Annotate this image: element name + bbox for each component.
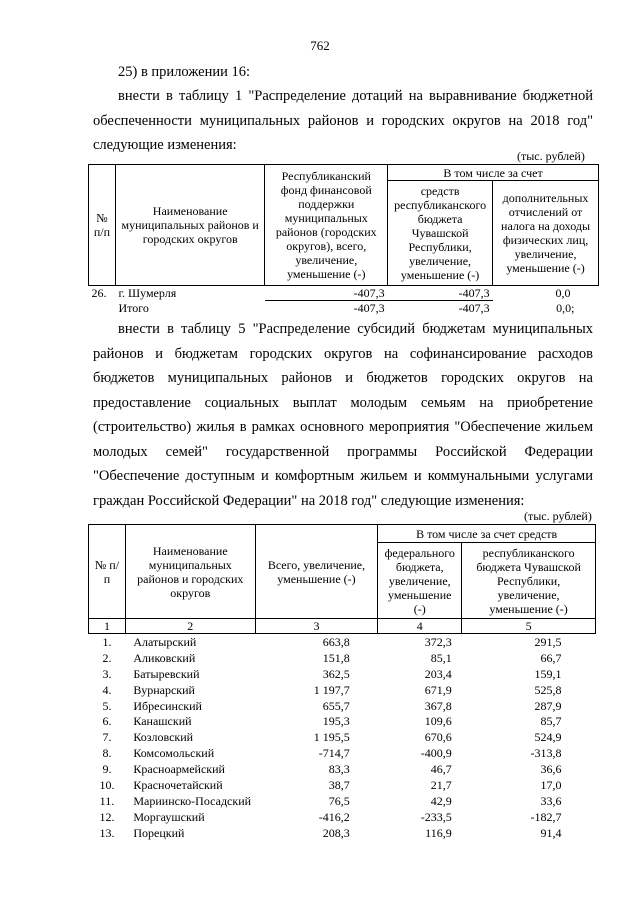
table-row	[89, 793, 596, 809]
table2	[88, 524, 596, 841]
table-row	[89, 634, 596, 650]
table-row	[89, 301, 599, 316]
t1-header-group: В том числе за счет	[388, 165, 599, 181]
t2-row-num: 10.	[99, 777, 115, 792]
table-row	[89, 777, 596, 793]
t2-row-num: 5.	[102, 698, 112, 713]
t2-row-num: 12.	[99, 809, 115, 824]
t2-row-federal: 372,3	[424, 634, 452, 649]
table-row	[89, 729, 596, 745]
t1-row-s2: 0,0	[555, 286, 571, 301]
t2-row-num: 1.	[102, 634, 112, 649]
t2-row-name: Канашский	[133, 714, 192, 729]
t2-colnum-3: 3	[255, 619, 378, 634]
t2-row-republic: -182,7	[530, 809, 562, 824]
t2-row-federal: -233,5	[420, 809, 452, 824]
t2-header-name: Наименование муниципальных районов и городских округов	[125, 525, 255, 619]
t2-header-sub2: республиканского бюджета Чувашской Республики, увеличение, уменьшение (-)	[462, 543, 596, 619]
t2-row-num: 8.	[102, 746, 112, 761]
t1-header-sub2: дополнительных отчислений от налога на доходы физических лиц, увеличение, уменьшение (-)	[493, 181, 599, 286]
t2-header-sub1: федерального бюджета, увеличение, уменьшение (-)	[378, 543, 462, 619]
intro-item: 25) в приложении 16:	[118, 64, 251, 80]
table2-units: (тыс. рублей)	[524, 509, 592, 523]
t2-row-num: 6.	[102, 714, 112, 729]
t1-row-total: -407,3	[353, 301, 385, 315]
paragraph-2: внести в таблицу 5 "Распределение субсидий бюджетам муниципальных районов и бюджетам городских округов на софинансирование расходов бюджетов муниципальных районов и бюджетов городских округов на предоставление социальных выплат молодым семьям на приобретение (строительство) жилья в рамках основного мероприятия "Обеспечение жильем молодых семей" государственной программы Российской Федерации "Обеспечение доступным и комфортным жильем и коммунальными услугами граждан Российской Федерации" на 2018 год" следующие изменения:	[93, 321, 593, 509]
t2-colnum-1: 1	[89, 619, 126, 634]
t1-row-s1: -407,3	[458, 301, 490, 315]
table-row	[89, 286, 599, 301]
t2-row-name: Ибресинский	[133, 698, 202, 713]
t2-row-republic: 287,9	[534, 698, 562, 713]
page-number: 762	[310, 38, 330, 53]
t2-row-federal: 670,6	[424, 730, 452, 745]
t2-row-republic: 91,4	[540, 825, 562, 840]
t2-row-num: 13.	[99, 825, 115, 840]
t2-row-total: -714,7	[318, 746, 350, 761]
t2-row-federal: 203,4	[424, 666, 452, 681]
t2-row-federal: 367,8	[424, 698, 452, 713]
t2-row-federal: 42,9	[430, 793, 452, 808]
table1	[88, 164, 599, 315]
t2-row-name: Моргаушский	[133, 809, 205, 824]
t1-row-s2: 0,0;	[556, 300, 575, 315]
t2-row-total: 76,5	[328, 793, 350, 808]
t1-row-name: г. Шумерля	[118, 286, 177, 301]
t2-row-republic: 159,1	[534, 666, 562, 681]
table-row	[89, 761, 596, 777]
t2-row-name: Батыревский	[133, 666, 200, 681]
t2-row-republic: 524,9	[534, 730, 562, 745]
t2-row-num: 4.	[102, 682, 112, 697]
t2-row-name: Красноармейский	[133, 762, 225, 777]
t2-row-total: 195,3	[322, 714, 350, 729]
table-row	[89, 682, 596, 698]
t2-row-name: Мариинско-Посадский	[133, 793, 252, 808]
t1-header-name: Наименование муниципальных районов и городских округов	[115, 165, 264, 286]
t2-row-name: Алатырский	[133, 634, 197, 649]
t1-row-num	[89, 301, 116, 316]
table-row	[89, 745, 596, 761]
t2-row-name: Красночетайский	[133, 777, 223, 792]
t1-header-num: № п/п	[89, 165, 116, 286]
t1-row-total: -407,3	[265, 286, 388, 301]
t2-row-num: 7.	[102, 730, 112, 745]
t2-colnum-5: 5	[462, 619, 596, 634]
t2-row-republic: -313,8	[530, 746, 562, 761]
t2-row-federal: 116,9	[425, 825, 452, 840]
t2-row-republic: 525,8	[534, 682, 562, 697]
t2-row-federal: 109,6	[424, 714, 452, 729]
t2-row-republic: 85,7	[540, 714, 562, 729]
t2-row-federal: 21,7	[430, 777, 452, 792]
table-row	[89, 713, 596, 729]
t2-row-total: 663,8	[322, 634, 350, 649]
t2-row-total: 83,3	[328, 762, 350, 777]
t2-row-name: Аликовский	[133, 650, 196, 665]
table-row	[89, 698, 596, 714]
t2-row-name: Вурнарский	[133, 682, 195, 697]
t2-header-group: В том числе за счет средств	[378, 525, 596, 543]
t2-colnum-2: 2	[125, 619, 255, 634]
t2-row-name: Козловский	[133, 730, 194, 745]
t2-row-republic: 36,6	[540, 762, 562, 777]
t2-row-federal: -400,9	[420, 746, 452, 761]
table-row	[89, 666, 596, 682]
t1-row-name: Итого	[118, 300, 149, 315]
t2-row-republic: 291,5	[534, 634, 562, 649]
t2-row-num: 2.	[102, 650, 112, 665]
t2-row-republic: 17,0	[540, 777, 562, 792]
t2-row-total: 151,8	[322, 650, 350, 665]
t2-row-total: 1 197,7	[313, 682, 350, 697]
table-row	[89, 809, 596, 825]
t2-header-num: № п/п	[89, 525, 126, 619]
t2-row-total: -416,2	[318, 809, 350, 824]
t1-row-num: 26.	[91, 286, 107, 301]
t1-row-s1: -407,3	[388, 286, 493, 301]
t2-row-total: 1 195,5	[313, 730, 350, 745]
t2-row-total: 362,5	[322, 666, 350, 681]
t2-row-federal: 46,7	[430, 762, 452, 777]
t2-row-name: Комсомольский	[133, 746, 215, 761]
t2-row-total: 38,7	[328, 777, 350, 792]
table-row	[89, 650, 596, 666]
t2-row-federal: 671,9	[424, 682, 452, 697]
t2-row-num: 9.	[102, 762, 112, 777]
t2-row-total: 208,3	[322, 825, 350, 840]
t2-row-republic: 66,7	[540, 650, 562, 665]
table-row	[89, 825, 596, 841]
t2-header-total: Всего, увеличение, уменьшение (-)	[255, 525, 378, 619]
intro-paragraph: внести в таблицу 1 "Распределение дотаций на выравнивание бюджетной обеспеченности муниципальных районов и городских округов на 2018 год" следующие изменения:	[93, 88, 593, 153]
t2-colnum-4: 4	[378, 619, 462, 634]
t1-header-sub1: средств республиканского бюджета Чувашской Республики, увеличение, уменьшение (-)	[388, 181, 493, 286]
t2-row-total: 655,7	[322, 698, 350, 713]
t2-row-num: 3.	[102, 666, 112, 681]
t1-header-fund: Республиканский фонд финансовой поддержки муниципальных районов (городских округов), всего, увеличение, уменьшение (-)	[265, 165, 388, 286]
t2-row-name: Порецкий	[133, 825, 185, 840]
t2-row-federal: 85,1	[430, 650, 452, 665]
t2-row-num: 11.	[99, 793, 115, 808]
t2-row-republic: 33,6	[540, 793, 562, 808]
table1-units: (тыс. рублей)	[517, 149, 585, 163]
